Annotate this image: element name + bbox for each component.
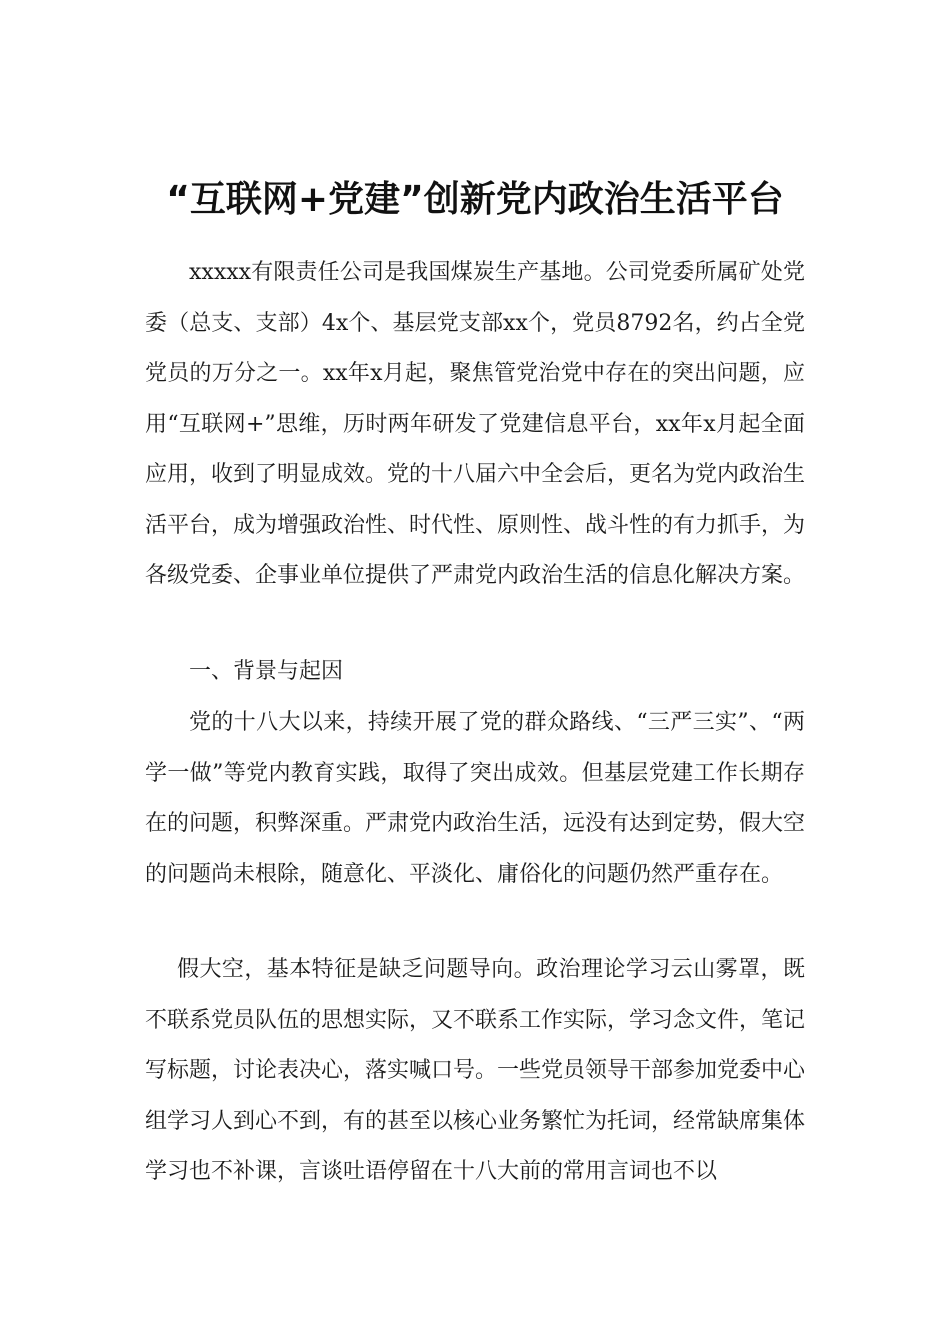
paragraph-text: 假大空，基本特征是缺乏问题导向。政治理论学习云山雾罩，既不联系党员队伍的思想实际，又不联系工作实际，学习念文件，笔记写标题，讨论表决心，落实喊口号。一些党员领导干部参加党委中心组学习人到心不到，有的甚至以核心业务繁忙为托词，经常缺席集体学习也不补课，言谈吐语停留在十八大前的常用言词也不以 <box>145 957 806 1184</box>
paragraph-text: 党的十八大以来，持续开展了党的群众路线、“三严三实”、“两学一做”等党内教育实践，取得了突出成效。但基层党建工作长期存在的问题，积弊深重。严肃党内政治生活，远没有达到定势，假大空的问题尚未根除，随意化、平淡化、庸俗化的问题仍然严重存在。 <box>145 710 806 887</box>
false-empty-paragraph <box>145 945 805 1198</box>
paragraph-text: xxxxx有限责任公司是我国煤炭生产基地。公司党委所属矿处党委（总支、支部）4x个、基层党支部xx个，党员8792名，约占全党党员的万分之一。xx年x月起，聚焦管党治党中存在的突出问题，应用“互联网+”思维，历时两年研发了党建信息平台，xx年x月起全面应用，收到了明显成效。党的十八届六中全会后，更名为党内政治生活平台，成为增强政治性、时代性、原则性、战斗性的有力抓手，为各级党委、企事业单位提供了严肃党内政治生活的信息化解决方案。 <box>145 260 806 588</box>
intro-paragraph <box>145 248 805 602</box>
document-title: “互联网+党建”创新党内政治生活平台 <box>166 179 784 220</box>
background-paragraph <box>145 698 805 900</box>
section-heading-text: 一、背景与起因 <box>189 659 344 684</box>
section-heading <box>145 647 805 698</box>
